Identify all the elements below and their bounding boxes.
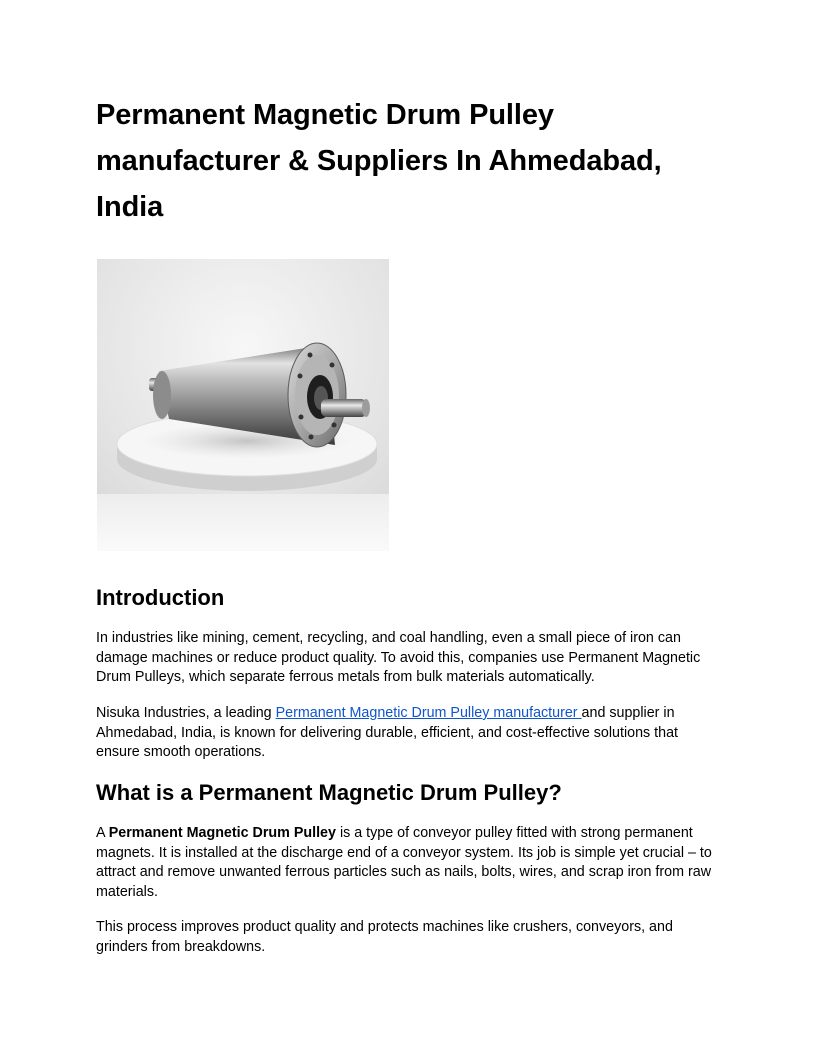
magnetic-drum-pulley-photo [97, 259, 389, 551]
definition-text-end: is a type of conveyor pulley fitted with strong permanent magnets. It is installed at the discharge end of a conveyor system. Its job is simple yet crucial – to attract and remove unwanted ferrous particles such as nails, bolts, wires, and scrap iron from raw materials. [96, 825, 712, 900]
page-title: Permanent Magnetic Drum Pulley manufacturer & Suppliers In Ahmedabad, India [96, 99, 662, 223]
hero-image [97, 259, 389, 551]
company-text-end: and supplier in Ahmedabad, India, is known for delivering durable, efficient, and cost-effective solutions that ensure smooth operations. [96, 705, 679, 761]
definition-text-start: A [96, 825, 109, 841]
definition-paragraph [96, 824, 724, 902]
definition-term: Permanent Magnetic Drum Pulley [108, 825, 336, 841]
section-heading-introduction: Introduction [96, 585, 225, 610]
company-paragraph [96, 704, 724, 763]
company-text-start: Nisuka Industries, a leading [96, 705, 276, 721]
intro-paragraph: In industries like mining, cement, recycling, and coal handling, even a small piece of iron can damage machines or reduce product quality. To avoid this, companies use Permanent Magnetic Drum Pulleys, which separate ferrous metals from bulk materials automatically. [96, 630, 701, 686]
drum-pulley-manufacturer-link[interactable]: Permanent Magnetic Drum Pulley manufacturer [275, 705, 582, 721]
section-heading-what-is: What is a Permanent Magnetic Drum Pulley? [96, 780, 562, 805]
benefit-paragraph: This process improves product quality and protects machines like crushers, conveyors, and grinders from breakdowns. [96, 919, 673, 955]
